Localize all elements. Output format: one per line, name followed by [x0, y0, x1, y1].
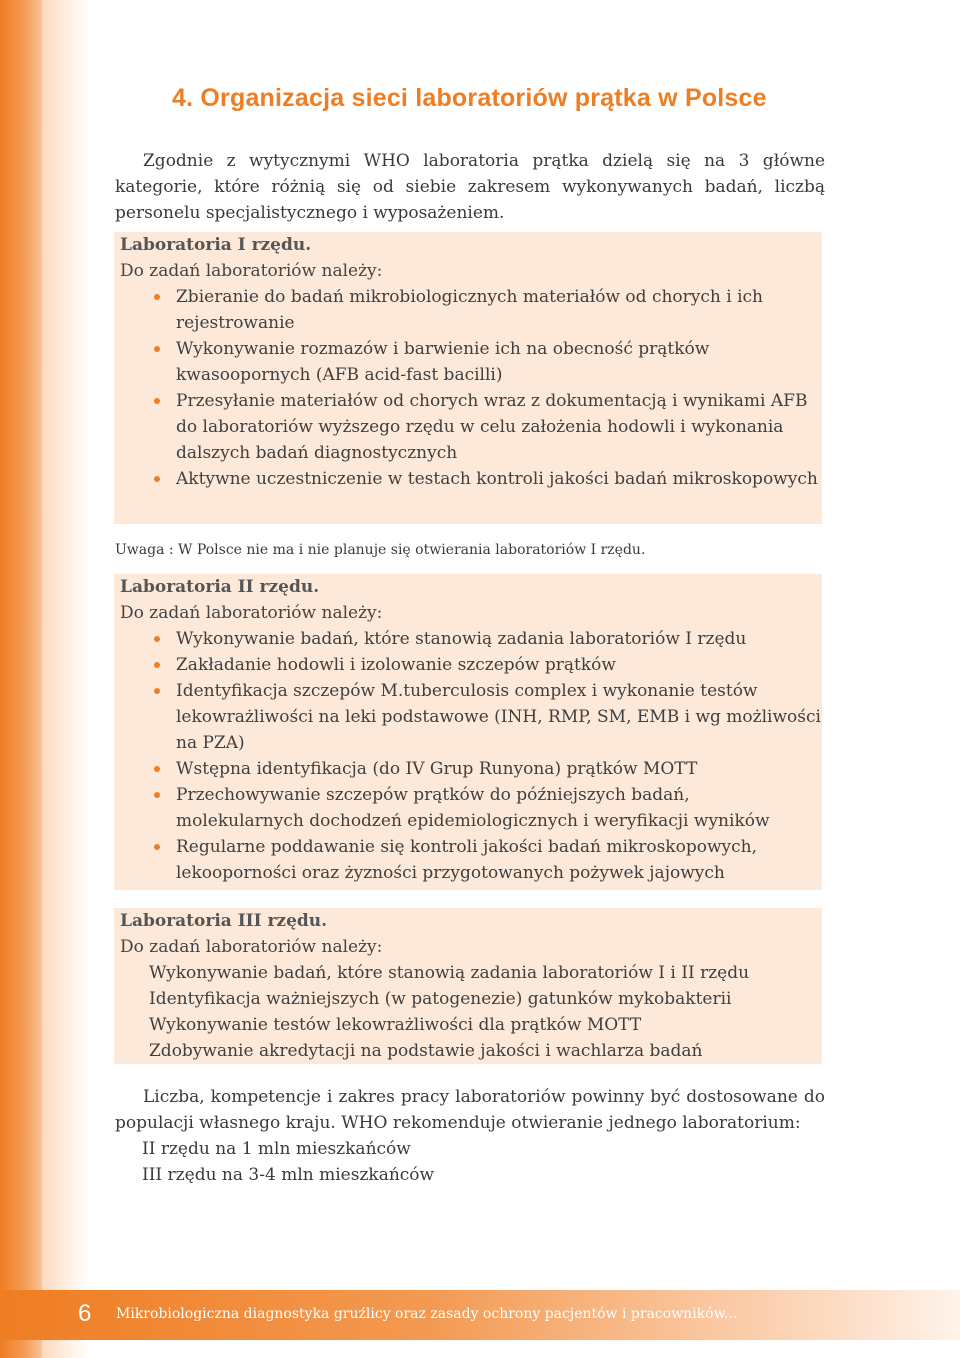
closing-paragraph: [115, 1084, 825, 1136]
list-item: Zbieranie do badań mikrobiologicznych materiałów od chorych i ich rejestrowanie: [176, 284, 822, 336]
task-list: [120, 626, 822, 886]
list-item: Identyfikacja szczepów M.tuberculosis complex i wykonanie testów lekowrażliwości na leki podstawowe (INH, RMP, SM, EMB i wg możliwości na PZA): [176, 678, 822, 756]
left-decorative-gradient: [42, 0, 90, 1358]
list-item: Identyfikacja ważniejszych (w patogenezie) gatunków mykobakterii: [149, 989, 732, 1009]
list-item: II rzędu na 1 mln mieszkańców: [142, 1139, 411, 1159]
left-decorative-band: [0, 0, 42, 1358]
section-lab-3: [114, 908, 822, 1064]
closing-block: [115, 1084, 825, 1188]
list-item: III rzędu na 3-4 mln mieszkańców: [142, 1165, 435, 1185]
intro-paragraph: [115, 148, 825, 226]
list-item: Wykonywanie badań, które stanowią zadania laboratoriów I i II rzędu: [149, 963, 750, 983]
task-list: [120, 284, 822, 492]
section-lab-1: [114, 232, 822, 524]
intro-text: Zgodnie z wytycznymi WHO laboratoria prątka dzielą się na 3 główne kategorie, które różnią się od siebie zakresem wykonywanych badań, liczbą personelu specjalistycznego i wyposażeniem.: [115, 151, 825, 223]
task-list: [120, 960, 822, 1064]
recommendation-list: [115, 1136, 825, 1188]
list-item: Zakładanie hodowli i izolowanie szczepów prątków: [176, 652, 822, 678]
section-heading: Laboratoria I rzędu.: [120, 235, 312, 255]
footer-running-title: Mikrobiologiczna diagnostyka gruźlicy oraz zasady ochrony pacjentów i pracowników...: [116, 1306, 738, 1322]
list-item: Przesyłanie materiałów od chorych wraz z dokumentacją i wynikami AFB do laboratoriów wyższego rzędu w celu założenia hodowli i wykonania dalszych badań diagnostycznych: [176, 388, 822, 466]
list-item: Wykonywanie badań, które stanowią zadania laboratoriów I rzędu: [176, 626, 822, 652]
list-item: [176, 336, 822, 388]
note: Uwaga : W Polsce nie ma i nie planuje się otwierania laboratoriów I rzędu.: [115, 542, 646, 558]
list-item: Przechowywanie szczepów prątków do późniejszych badań, molekularnych dochodzeń epidemiologicznych i weryfikacji wyników: [176, 782, 822, 834]
list-item: Wstępna identyfikacja (do IV Grup Runyona) prątków MOTT: [176, 756, 822, 782]
section-subheading: Do zadań laboratoriów należy:: [120, 603, 383, 623]
list-item: Wykonywanie testów lekowrażliwości dla prątków MOTT: [149, 1015, 642, 1035]
list-item: Aktywne uczestniczenie w testach kontroli jakości badań mikroskopowych: [176, 466, 822, 492]
page-title: 4. Organizacja sieci laboratoriów prątka w Polsce: [172, 84, 767, 112]
closing-text: Liczba, kompetencje i zakres pracy laboratoriów powinny być dostosowane do populacji własnego kraju. WHO rekomenduje otwieranie jednego laboratorium:: [115, 1087, 825, 1133]
page-number: 6: [78, 1300, 92, 1327]
list-item: Regularne poddawanie się kontroli jakości badań mikroskopowych, lekooporności oraz żyzności przygotowanych pożywek jajowych: [176, 834, 822, 886]
list-item-text: Wykonywanie rozmazów i barwienie ich na obecność prątków kwasoopornych (AFB acid-fast bacilli): [176, 339, 710, 385]
section-heading: Laboratoria III rzędu.: [120, 911, 328, 931]
list-item: Zdobywanie akredytacji na podstawie jakości i wachlarza badań: [149, 1041, 703, 1061]
section-lab-2: [114, 574, 822, 890]
section-heading: Laboratoria II rzędu.: [120, 577, 320, 597]
section-subheading: Do zadań laboratoriów należy:: [120, 937, 383, 957]
section-subheading: Do zadań laboratoriów należy:: [120, 261, 383, 281]
